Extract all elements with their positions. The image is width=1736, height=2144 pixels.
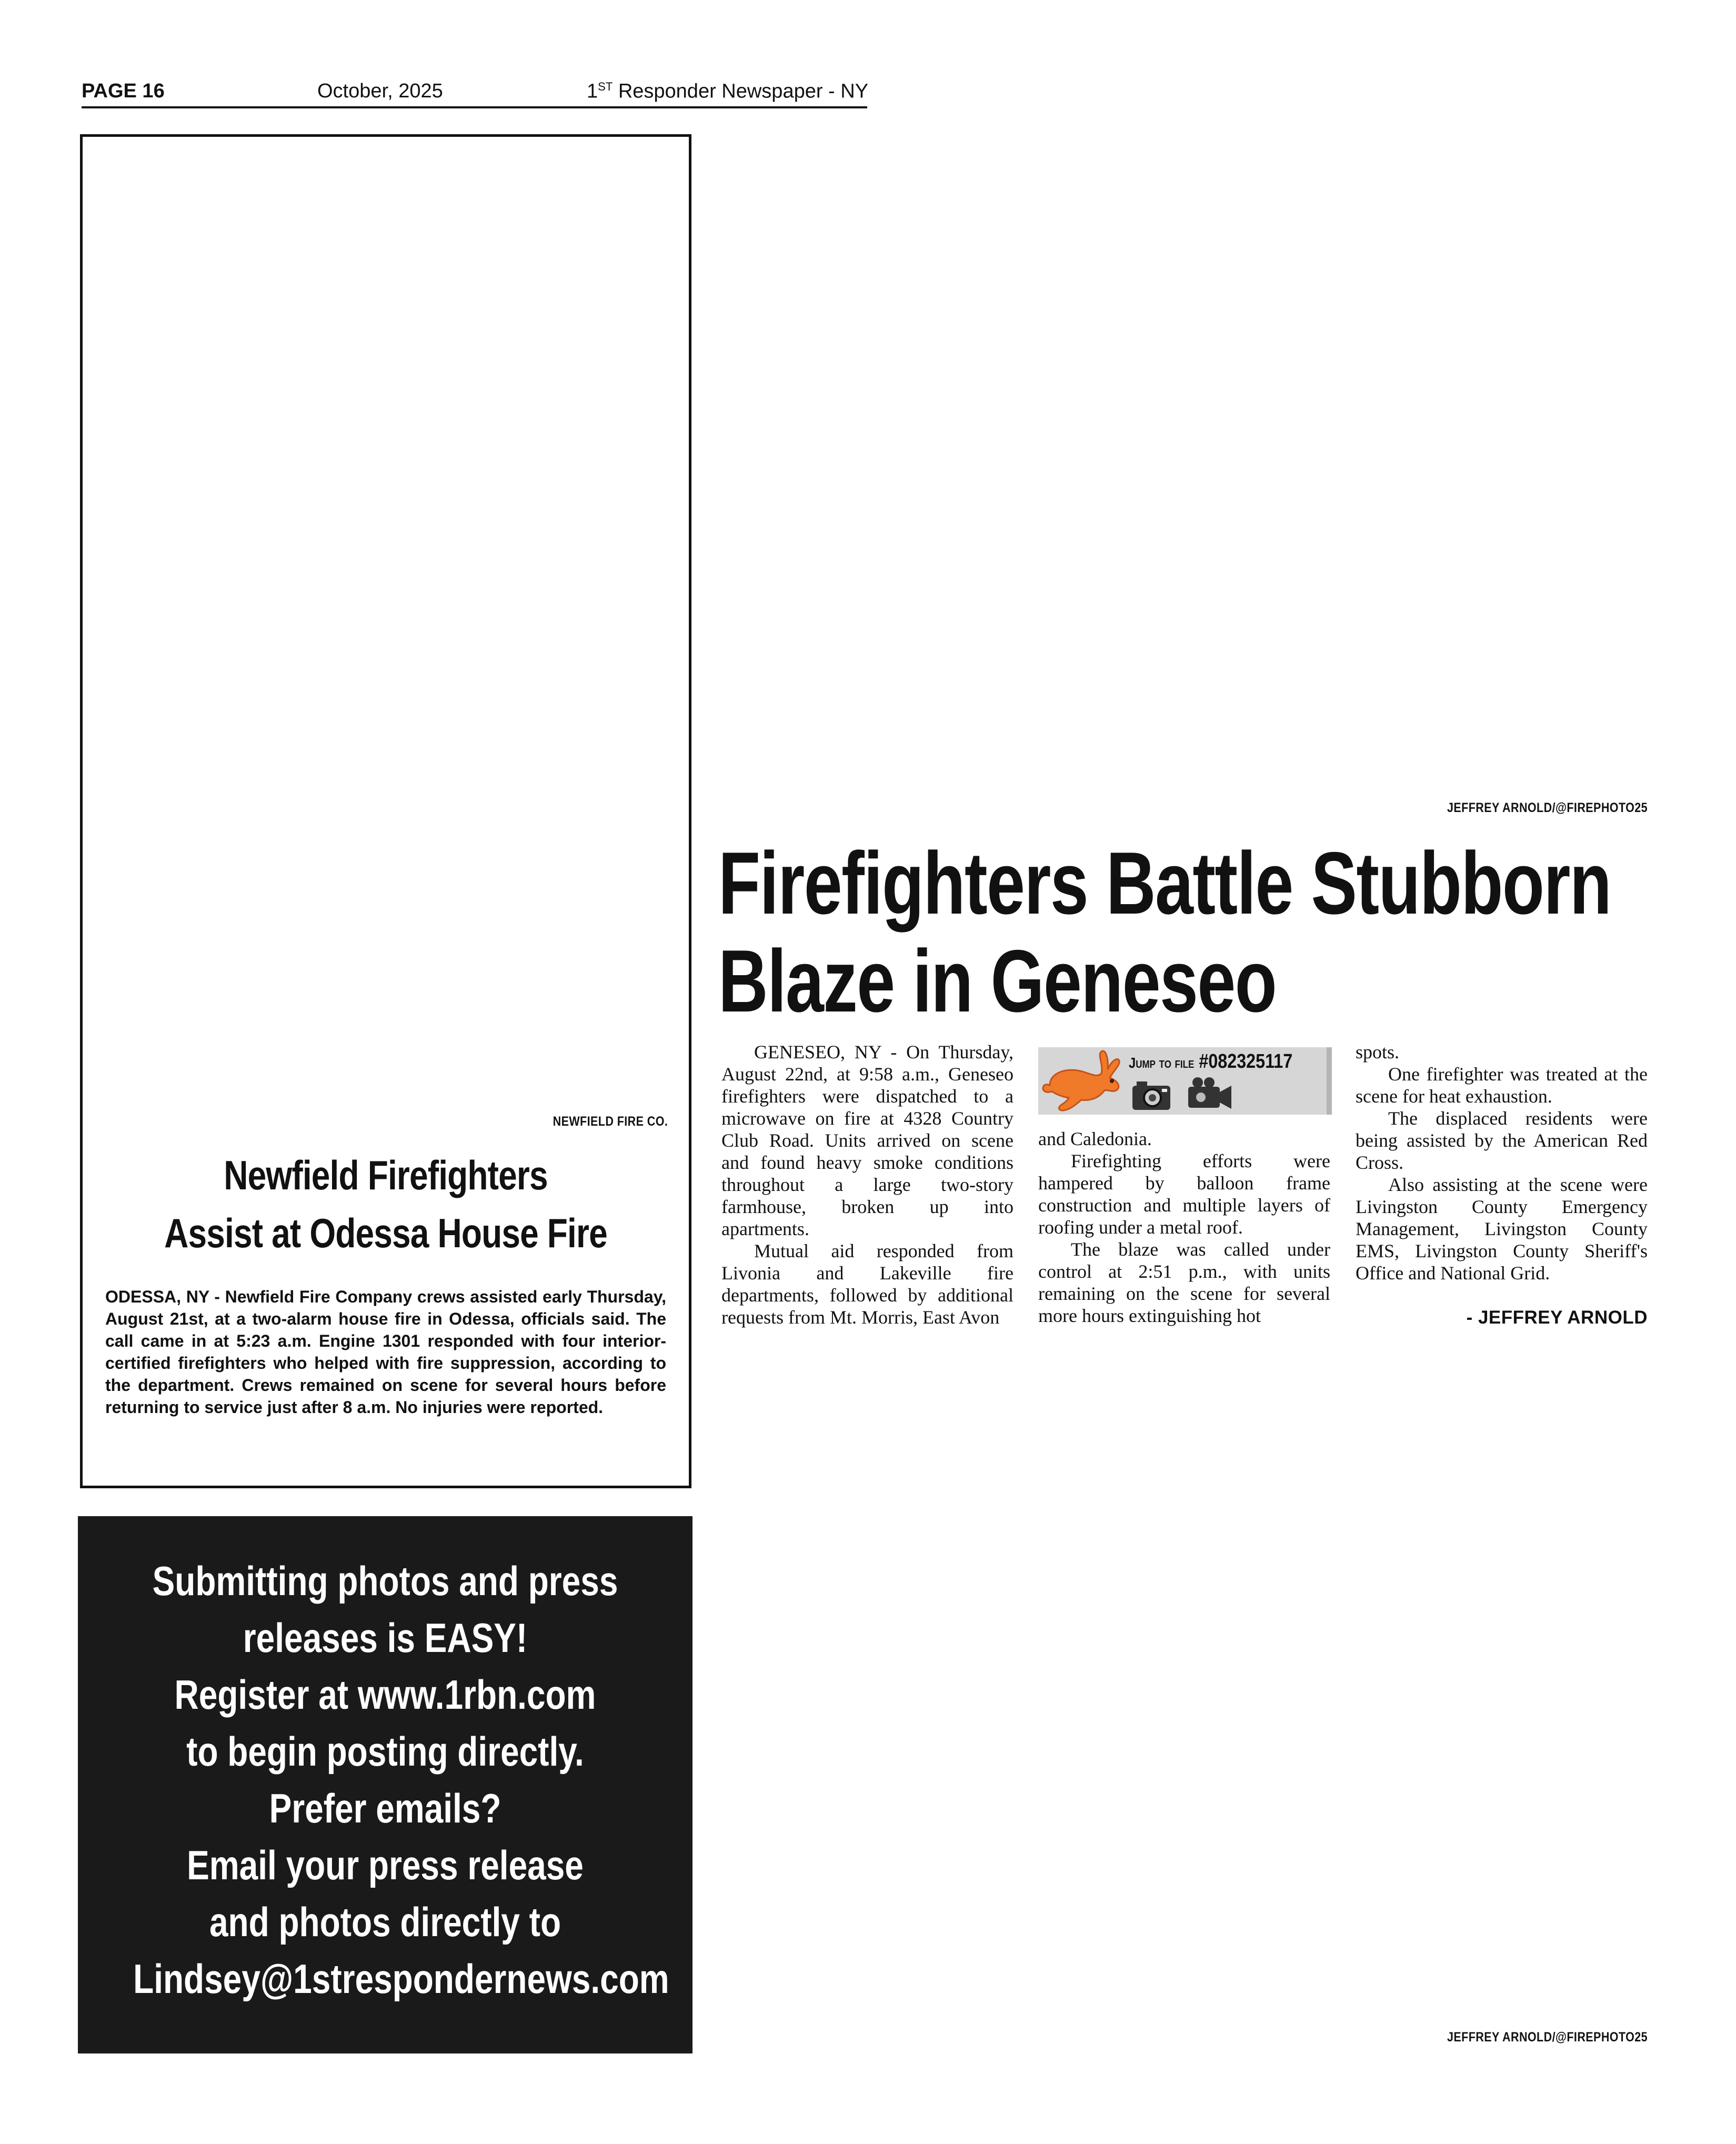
article-paragraph: GENESEO, NY - On Thursday, August 22nd, at 9:58 a.m., Geneseo firefighters were dispatched to a microwave on fire at 4328 Country Club Road. Units arrived on scene and found heavy smoke conditions throughout a large two-story farmhouse, broken up into apartments. (721, 1041, 1013, 1239)
left-photo-credit: NEWFIELD FIRE CO. (553, 1114, 668, 1129)
right-headline (718, 834, 1655, 1030)
article-column-2 (1038, 1128, 1330, 1327)
article-paragraph: spots. (1356, 1041, 1400, 1063)
left-headline-line2: Assist at Odessa House Fire (164, 1210, 607, 1256)
rabbit-icon (1039, 1048, 1126, 1114)
jump-to-file-label[interactable] (1129, 1050, 1292, 1073)
issue-date: October, 2025 (317, 80, 443, 102)
promo-line: to begin posting directly. (186, 1728, 584, 1775)
right-headline-line2: Blaze in Geneseo (718, 931, 1277, 1030)
jump-widget-edge (1327, 1047, 1332, 1115)
left-story-body: ODESSA, NY - Newfield Fire Company crews assisted early Thursday, August 21st, at a two-alarm house fire in Odessa, officials said. The call came in at 5:23 a.m. Engine 1301 responded with four interior-certified firefighters who helped with fire suppression, according to the department. Crews remained on scene for several hours before returning to service just after 8 a.m. No injuries were reported. (105, 1287, 666, 1417)
paper-ordinal-suffix: ST (598, 80, 613, 93)
promo-line: Lindsey@1strespondernews.com (133, 1956, 669, 2002)
article-paragraph: Firefighting efforts were hampered by balloon frame construction and multiple layers of roofing under a metal roof. (1038, 1150, 1330, 1238)
right-photo-credit-top: JEFFREY ARNOLD/@FIREPHOTO25 (1447, 800, 1648, 815)
right-headline-line1: Firefighters Battle Stubborn (718, 834, 1611, 933)
video-camera-icon (1184, 1075, 1232, 1113)
left-headline (84, 1146, 687, 1262)
article-column-3 (1356, 1041, 1648, 1284)
article-paragraph: The blaze was called under control at 2:51 p.m., with units remaining on the scene for several more hours extinguishing hot (1038, 1239, 1330, 1326)
article-paragraph: and Caledonia. (1038, 1128, 1152, 1149)
article-paragraph: Also assisting at the scene were Livingston County Emergency Management, Livingston County EMS, Livingston County Sheriff's Office and National Grid. (1356, 1174, 1648, 1284)
camera-icon (1130, 1076, 1172, 1112)
article-paragraph: Mutual aid responded from Livonia and Lakeville fire departments, followed by additional requests from Mt. Morris, East Avon (721, 1240, 1013, 1328)
article-paragraph: One firefighter was treated at the scene for heat exhaustion. (1356, 1064, 1648, 1107)
article-paragraph: The displaced residents were being assisted by the American Red Cross. (1356, 1108, 1648, 1173)
left-headline-line1: Newfield Firefighters (224, 1152, 548, 1198)
right-photo-credit-bottom: JEFFREY ARNOLD/@FIREPHOTO25 (1447, 2030, 1648, 2045)
header-rule (82, 106, 867, 108)
promo-line: Register at www.1rbn.com (174, 1671, 596, 1718)
promo-line: Submitting photos and press (152, 1558, 618, 1604)
promo-line: and photos directly to (209, 1899, 561, 1945)
paper-ordinal: 1 (587, 80, 598, 103)
article-byline: - JEFFREY ARNOLD (1466, 1307, 1648, 1328)
paper-title: Responder Newspaper - NY (618, 80, 869, 103)
page-number: PAGE 16 (82, 80, 165, 102)
promo-line: releases is EASY! (243, 1615, 528, 1661)
article-column-1 (721, 1041, 1013, 1328)
promo-line: Email your press release (187, 1842, 584, 1888)
promo-line: Prefer emails? (269, 1785, 501, 1831)
jump-prefix: Jump to file (1129, 1055, 1195, 1071)
promo-text (78, 1552, 693, 2007)
newspaper-name (587, 80, 868, 103)
jump-file-number[interactable]: #082325117 (1199, 1050, 1293, 1073)
